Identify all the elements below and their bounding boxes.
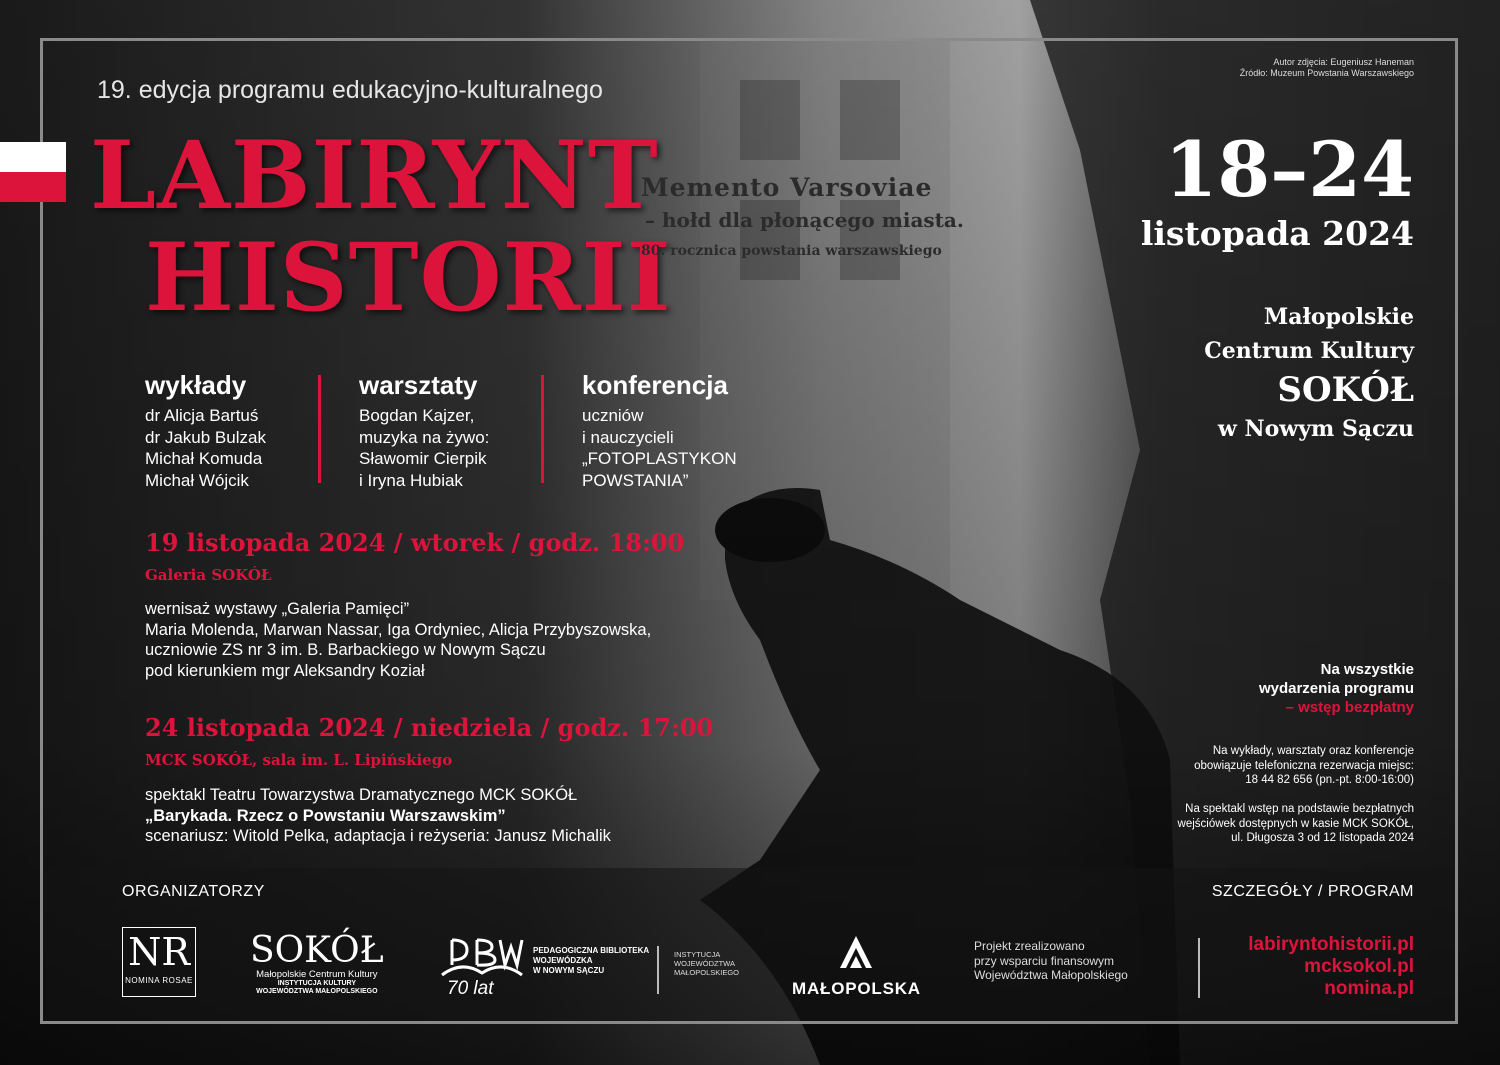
free-entry: [1259, 660, 1414, 717]
column-line: POWSTANIA”: [582, 470, 689, 490]
malopolska-text: MAŁOPOLSKA: [792, 979, 921, 998]
free-line-2: wydarzenia programu: [1258, 680, 1414, 697]
date-range: [1140, 125, 1414, 253]
polish-flag-red: [0, 172, 66, 202]
title-line-1: LABIRYNT: [90, 121, 659, 231]
venue-line-4: w Nowym Sączu: [1217, 416, 1414, 442]
memento-line-2: – hołd dla płonącego miasta.: [645, 208, 964, 232]
sokol-sub: Małopolskie Centrum Kultury: [256, 969, 378, 980]
inst-line-3: MAŁOPOLSKIEGO: [674, 968, 740, 977]
column-line: dr Jakub Bulzak: [145, 427, 266, 447]
nomina-rosae-logo: [122, 927, 196, 997]
info-line: 18 44 82 656 (pn.-pt. 8:00-16:00): [1245, 774, 1414, 786]
pbw-line-2: WOJEWÓDZKA: [533, 956, 593, 965]
project-line: Województwa Małopolskiego: [974, 968, 1128, 982]
footer-divider: [657, 946, 659, 994]
event-desc-line: spektakl Teatru Towarzystwa Dramatycznego MCK SOKÓŁ: [145, 786, 578, 804]
column-workshops: [359, 370, 489, 491]
project-funding: [974, 939, 1128, 983]
event-desc-line: pod kierunkiem mgr Aleksandry Koział: [145, 661, 425, 680]
event-2-date: 24 listopada 2024 / niedziela / godz. 17:00: [145, 713, 714, 742]
sokol-inst-2: WOJEWÓDZTWA MAŁOPOLSKIEGO: [256, 988, 378, 995]
reservation-info: [1194, 744, 1414, 788]
venue-line-2: Centrum Kultury: [1204, 338, 1414, 364]
column-line: uczniów: [582, 406, 644, 425]
memento-line-1: Memento Varsoviae: [641, 173, 933, 202]
venue-line-1: Małopolskie: [1263, 304, 1414, 330]
event-desc-line: Maria Molenda, Marwan Nassar, Iga Ordyniec, Alicja Przybyszowska,: [145, 620, 652, 639]
sokol-inst-1: INSTYTUCJA KULTURY: [277, 980, 356, 987]
event-1-description: [145, 599, 651, 681]
link-nomina[interactable]: nomina.pl: [1324, 978, 1414, 999]
institution-label: [674, 950, 739, 977]
subtitle-memento: [641, 173, 964, 259]
column-line: dr Alicja Bartuś: [145, 406, 259, 425]
credit-source: Źródło: Muzeum Powstania Warszawskiego: [1239, 68, 1414, 78]
malopolska-mark-icon: [836, 932, 876, 970]
column-line: Michał Komuda: [145, 449, 263, 468]
pbw-line-3: W NOWYM SĄCZU: [533, 966, 605, 975]
column-line: Bogdan Kajzer,: [359, 406, 475, 425]
event-desc-line: wernisaż wystawy „Galeria Pamięci”: [145, 600, 410, 618]
details-label: SZCZEGÓŁY / PROGRAM: [1211, 883, 1414, 900]
free-line-3: – wstęp bezpłatny: [1285, 699, 1414, 716]
column-conference: [582, 370, 737, 491]
info-line: Na wykłady, warsztaty oraz konferencje: [1212, 745, 1414, 757]
column-line: muzyka na żywo:: [359, 427, 490, 447]
pbw-line-1: PEDAGOGICZNA BIBLIOTEKA: [533, 946, 650, 955]
column-line: i Iryna Hubiak: [359, 470, 463, 490]
sokol-logo: [250, 930, 384, 996]
column-heading: warsztaty: [359, 370, 478, 400]
nr-mark: NR: [128, 930, 190, 974]
project-line: Projekt zrealizowano: [974, 939, 1085, 953]
website-links: [1248, 934, 1414, 1000]
link-mcksokol[interactable]: mcksokol.pl: [1304, 956, 1414, 977]
pbw-years: 70 lat: [447, 978, 494, 999]
info-line: ul. Długosza 3 od 12 listopada 2024: [1231, 832, 1414, 844]
column-separator: [541, 375, 544, 483]
edition-text: 19. edycja programu edukacyjno-kulturalnego: [97, 76, 603, 104]
event-1-date: 19 listopada 2024 / wtorek / godz. 18:00: [145, 528, 685, 557]
event-desc-line: uczniowie ZS nr 3 im. B. Barbackiego w Nowym Sączu: [145, 641, 546, 659]
malopolska-logo: [792, 932, 920, 999]
column-line: „FOTOPLASTYKON: [582, 449, 737, 468]
photo-credit: [1240, 57, 1414, 79]
project-line: przy wsparciu finansowym: [974, 953, 1115, 968]
inst-line-1: INSTYTUCJA: [674, 950, 721, 959]
event-2-place: MCK SOKÓŁ, sala im. L. Lipińskiego: [145, 751, 453, 769]
column-lectures: [145, 370, 266, 491]
column-separator: [318, 375, 321, 483]
column-heading: wykłady: [145, 370, 247, 400]
link-labirynthistorii[interactable]: labiryntohistorii.pl: [1248, 934, 1414, 955]
footer-divider: [1198, 938, 1200, 998]
venue-name: SOKÓŁ: [1277, 370, 1414, 410]
event-desc-line: „Barykada. Rzecz o Powstaniu Warszawskim”: [145, 806, 506, 825]
column-heading: konferencja: [582, 370, 728, 400]
polish-flag-white: [0, 142, 66, 172]
inst-line-2: WOJEWÓDZTWA: [674, 959, 735, 968]
column-line: Michał Wójcik: [145, 470, 249, 490]
free-line-1: Na wszystkie: [1320, 661, 1414, 678]
date-month: listopada 2024: [1140, 214, 1414, 253]
pbw-book-icon: [437, 935, 527, 980]
memento-line-3: 80. rocznica powstania warszawskiego: [641, 243, 942, 259]
organizers-label: ORGANIZATORZY: [122, 883, 265, 900]
sokol-name: SOKÓŁ: [250, 930, 384, 971]
event-2-description: [145, 785, 611, 847]
column-line: Sławomir Cierpik: [359, 449, 487, 468]
title-line-2: HISTORII: [145, 223, 672, 333]
info-line: Na spektakl wstęp na podstawie bezpłatnych: [1185, 803, 1414, 815]
nr-sub: NOMINA ROSAE: [125, 976, 193, 985]
info-line: wejściówek dostępnych w kasie MCK SOKÓŁ,: [1177, 817, 1414, 830]
ticket-info: [1178, 802, 1414, 846]
venue: [1204, 300, 1414, 446]
main-title: [90, 121, 672, 333]
credit-author: Autor zdjęcia: Eugeniusz Haneman: [1273, 57, 1414, 67]
event-1-place: Galeria SOKÓŁ: [145, 566, 272, 584]
column-line: i nauczycieli: [582, 427, 674, 447]
info-line: obowiązuje telefoniczna rezerwacja miejsc:: [1194, 759, 1414, 772]
event-desc-line: scenariusz: Witold Pelka, adaptacja i reżyseria: Janusz Michalik: [145, 827, 611, 845]
date-days: 18–24: [1164, 125, 1414, 214]
pbw-name: [533, 946, 649, 976]
